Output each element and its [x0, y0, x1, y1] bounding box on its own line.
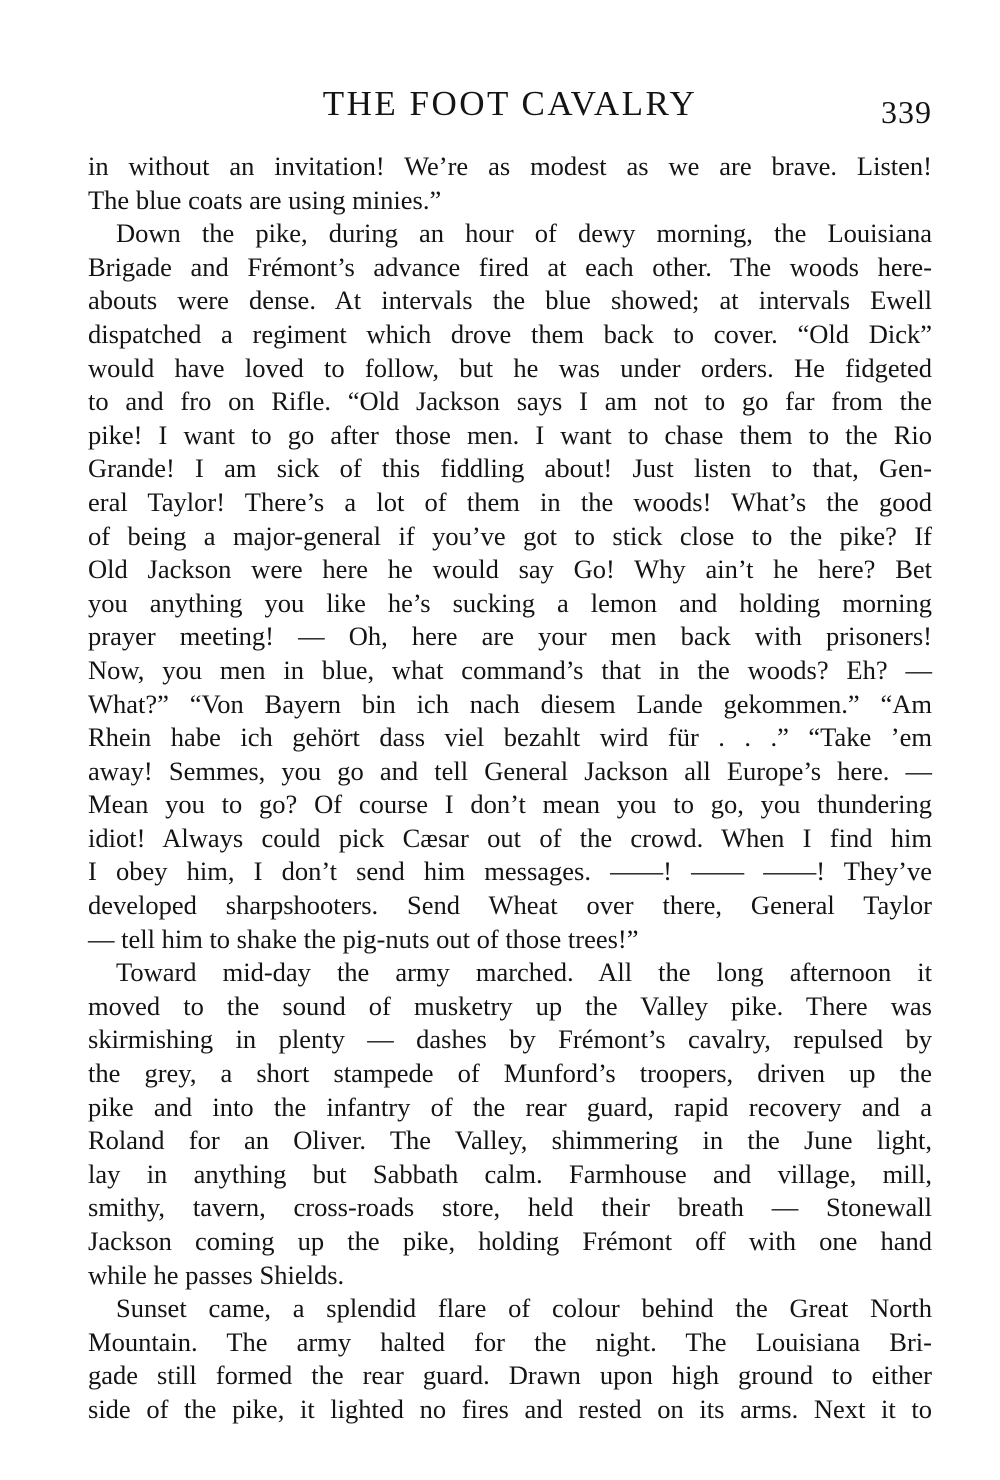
text-line: Grande! I am sick of this fiddling about! Just listen to that, Gen- [88, 453, 932, 484]
text-line: Rhein habe ich gehört dass viel bezahlt wird für . . .” “Take ’em [88, 722, 932, 753]
text-line: Roland for an Oliver. The Valley, shimmering in the June light, [88, 1125, 932, 1156]
text-line: Mean you to go? Of course I don’t mean you to go, you thundering [88, 789, 932, 820]
text-line: Jackson coming up the pike, holding Frémont off with one hand [88, 1226, 932, 1256]
paragraph [88, 217, 932, 956]
text-line: eral Taylor! There’s a lot of them in the woods! What’s the good [88, 486, 932, 517]
text-line: Mountain. The army halted for the night. The Louisiana Bri- [88, 1326, 932, 1357]
text-line: away! Semmes, you go and tell General Jackson all Europe’s here. — [88, 755, 932, 786]
paragraph [88, 956, 932, 1292]
running-title: THE FOOT CAVALRY [322, 84, 698, 123]
text-line: while he passes Shields. [88, 1259, 345, 1290]
body-text [88, 150, 932, 1427]
text-line: would have loved to follow, but he was under orders. He fidgeted [88, 352, 932, 383]
text-line: idiot! Always could pick Cæsar out of the crowd. When I find him [88, 822, 932, 853]
text-line: smithy, tavern, cross-roads store, held their breath — Stonewall [88, 1192, 932, 1223]
text-line: prayer meeting! — Oh, here are your men back with prisoners! [88, 621, 932, 652]
text-line: abouts were dense. At intervals the blue showed; at intervals Ewell [88, 285, 932, 316]
text-line: — tell him to shake the pig-nuts out of those trees!” [88, 923, 639, 954]
text-line: lay in anything but Sabbath calm. Farmhouse and village, mill, [88, 1158, 932, 1189]
page-number: 339 [881, 94, 932, 130]
text-line: Now, you men in blue, what command’s that in the woods? Eh? — [88, 654, 932, 685]
text-line: moved to the sound of musketry up the Valley pike. There was [88, 990, 932, 1021]
text-line: developed sharpshooters. Send Wheat over there, General Taylor [88, 890, 932, 921]
text-line: of being a major-general if you’ve got to stick close to the pike? If [88, 520, 932, 551]
text-line: Sunset came, a splendid flare of colour behind the Great North [116, 1293, 932, 1324]
text-line: dispatched a regiment which drove them back to cover. “Old Dick” [88, 318, 932, 349]
text-line: pike and into the infantry of the rear guard, rapid recovery and a [88, 1091, 932, 1122]
text-line: you anything you like he’s sucking a lemon and holding morning [88, 587, 932, 618]
text-line: gade still formed the rear guard. Drawn upon high ground to either [88, 1360, 932, 1391]
text-line: skirmishing in plenty — dashes by Frémont’s cavalry, repulsed by [88, 1024, 932, 1055]
text-line: side of the pike, it lighted no fires and rested on its arms. Next it to [88, 1393, 932, 1424]
text-line: pike! I want to go after those men. I want to chase them to the Rio [88, 419, 932, 450]
text-line: I obey him, I don’t send him messages. ——! —— ——! They’ve [88, 856, 932, 887]
text-line: What?” “Von Bayern bin ich nach diesem Lande gekommen.” “Am [88, 688, 932, 719]
text-line: in without an invitation! We’re as modest as we are brave. Listen! [88, 151, 932, 181]
paragraph-continuation [88, 150, 932, 217]
text-line: to and fro on Rifle. “Old Jackson says I am not to go far from the [88, 386, 932, 417]
text-line: the grey, a short stampede of Munford’s troopers, driven up the [88, 1058, 932, 1089]
text-line: Down the pike, during an hour of dewy morning, the Louisiana [116, 218, 932, 249]
text-line: Toward mid-day the army marched. All the long afternoon it [116, 957, 932, 988]
paragraph [88, 1292, 932, 1426]
text-line: Old Jackson were here he would say Go! Why ain’t he here? Bet [88, 554, 932, 585]
text-line: The blue coats are using minies.” [88, 184, 442, 215]
running-head [88, 82, 932, 130]
text-line: Brigade and Frémont’s advance fired at each other. The woods here- [88, 251, 932, 282]
